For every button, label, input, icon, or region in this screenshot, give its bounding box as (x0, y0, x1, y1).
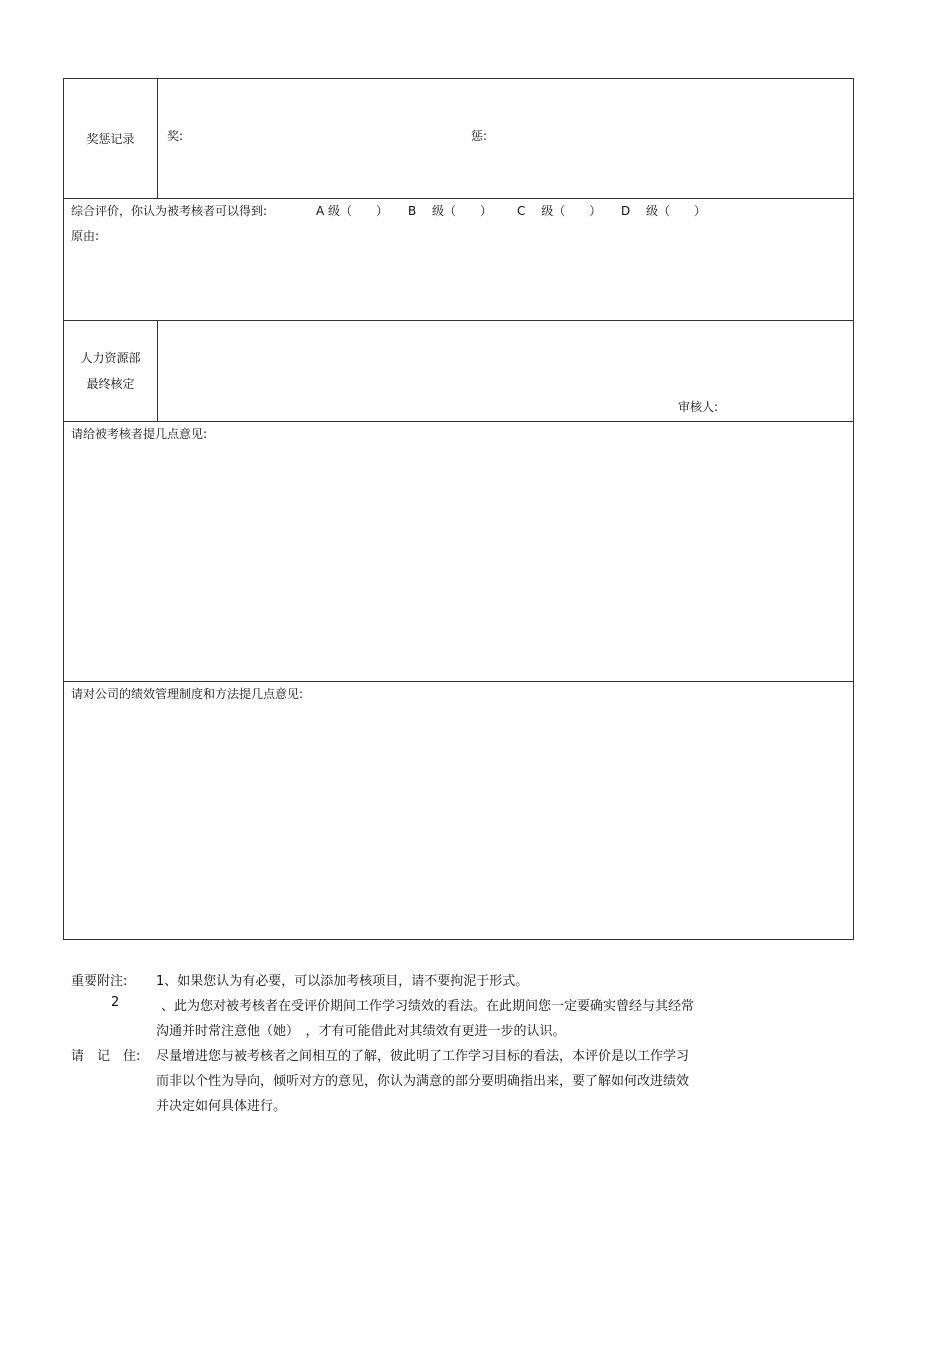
company-feedback-row (64, 682, 853, 939)
notes-heading: 重要附注: (71, 974, 128, 989)
company-feedback-label: 请对公司的绩效管理制度和方法提几点意见: (71, 687, 304, 701)
reward-penalty-label (64, 79, 158, 198)
overall-evaluation-row (64, 199, 853, 321)
grade-a-option[interactable]: A 级（ ） (316, 204, 389, 218)
remember-line3: 并决定如何具体进行。 (156, 1099, 287, 1114)
penalty-label: 惩: (471, 129, 488, 143)
note-item-1: 1、如果您认为有必要，可以添加考核项目，请不要拘泥于形式。 (156, 974, 529, 989)
grade-c-option[interactable]: C 级（ ） (517, 204, 602, 218)
hr-final-approval-label (64, 321, 158, 421)
remember-heading: 请 记 住: (71, 1049, 141, 1064)
hr-label-line1: 人力资源部 (80, 351, 141, 365)
remember-line2: 而非以个性为导向，倾听对方的意见，你认为满意的部分要明确指出来，要了解如何改进绩效 (156, 1074, 690, 1089)
note-item-2-line1: 、此为您对被考核者在受评价期间工作学习绩效的看法。在此期间您一定要确实曾经与其经常 (161, 999, 695, 1014)
note-item-2-line2: 沟通并时常注意他（她） ，才有可能借此对其绩效有更进一步的认识。 (156, 1024, 566, 1039)
reviewer-label: 审核人: (678, 400, 719, 414)
suggestions-for-employee-row (64, 422, 853, 682)
remember-line1: 尽量增进您与被考核者之间相互的了解，彼此明了工作学习目标的看法，本评价是以工作学习 (156, 1049, 690, 1064)
grade-d-option[interactable]: D 级（ ） (621, 204, 707, 218)
hr-label-line2: 最终核定 (86, 377, 135, 391)
reward-penalty-label-text: 奖惩记录 (86, 131, 135, 146)
hr-final-approval-row (64, 321, 853, 422)
reward-label: 奖: (167, 129, 184, 143)
reason-label: 原由: (71, 229, 100, 243)
suggestions-for-employee-label: 请给被考核者提几点意见: (71, 427, 208, 441)
grade-b-option[interactable]: B 级（ ） (408, 204, 493, 218)
note-item-2-number: 2 (111, 995, 120, 1010)
evaluation-form-table (63, 78, 854, 940)
reward-penalty-row (64, 79, 853, 199)
evaluation-prompt: 综合评价，你认为被考核者可以得到: (71, 204, 268, 218)
